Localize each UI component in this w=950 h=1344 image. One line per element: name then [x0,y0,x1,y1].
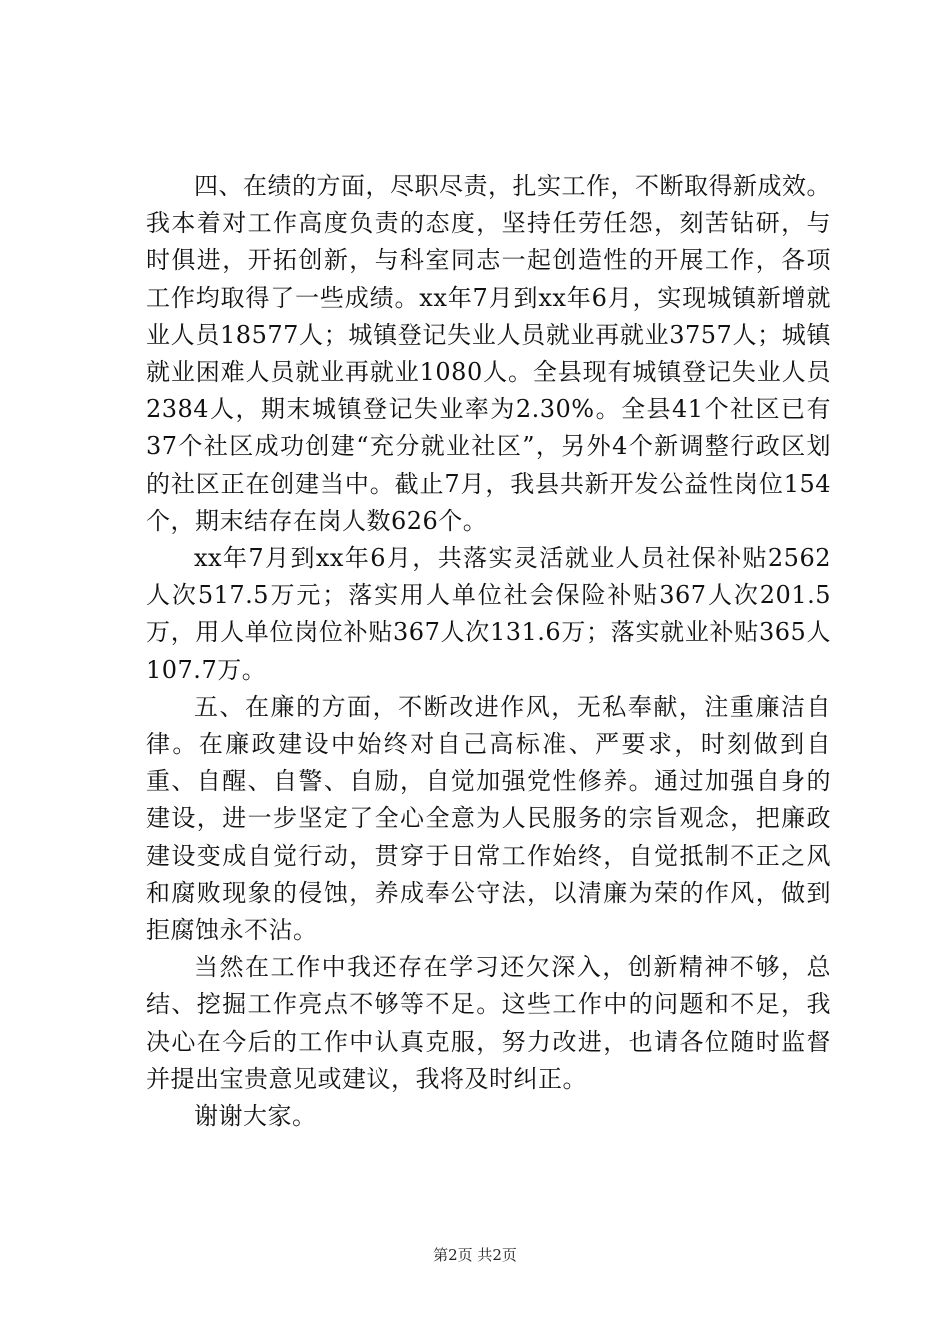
paragraph-subsidies: xx年7月到xx年6月，共落实灵活就业人员社保补贴2562人次517.5万元；落实用人单位社会保险补贴367人次201.5万，用人单位岗位补贴367人次131.6万；落实就业补贴365人107.7万。 [146,544,831,684]
paragraph-achievements: 四、在绩的方面，尽职尽责，扎实工作，不断取得新成效。我本着对工作高度负责的态度，坚持任劳任怨，刻苦钻研，与时俱进，开拓创新，与科室同志一起创造性的开展工作，各项工作均取得了一些成绩。xx年7月到xx年6月，实现城镇新增就业人员18577人；城镇登记失业人员就业再就业3757人；城镇就业困难人员就业再就业1080人。全县现有城镇登记失业人员2384人，期末城镇登记失业率为2.30%。全县41个社区已有37个社区成功创建“充分就业社区”，另外4个新调整行政区划的社区正在创建当中。截止7月，我县共新开发公益性岗位154个，期末结存在岗人数626个。 [146,172,831,535]
document-body [146,168,831,1135]
paragraph-shortcomings: 当然在工作中我还存在学习还欠深入，创新精神不够，总结、挖掘工作亮点不够等不足。这些工作中的问题和不足，我决心在今后的工作中认真克服，努力改进，也请各位随时监督并提出宝贵意见或建议，我将及时纠正。 [146,953,831,1093]
page-number-footer: 第2页 共2页 [433,1246,517,1264]
paragraph-integrity: 五、在廉的方面，不断改进作风，无私奉献，注重廉洁自律。在廉政建设中始终对自己高标准、严要求，时刻做到自重、自醒、自警、自励，自觉加强党性修养。通过加强自身的建设，进一步坚定了全心全意为人民服务的宗旨观念，把廉政建设变成自觉行动，贯穿于日常工作始终，自觉抵制不正之风和腐败现象的侵蚀，养成奉公守法，以清廉为荣的作风，做到拒腐蚀永不沾。 [146,692,831,945]
paragraph-thanks: 谢谢大家。 [194,1102,317,1131]
